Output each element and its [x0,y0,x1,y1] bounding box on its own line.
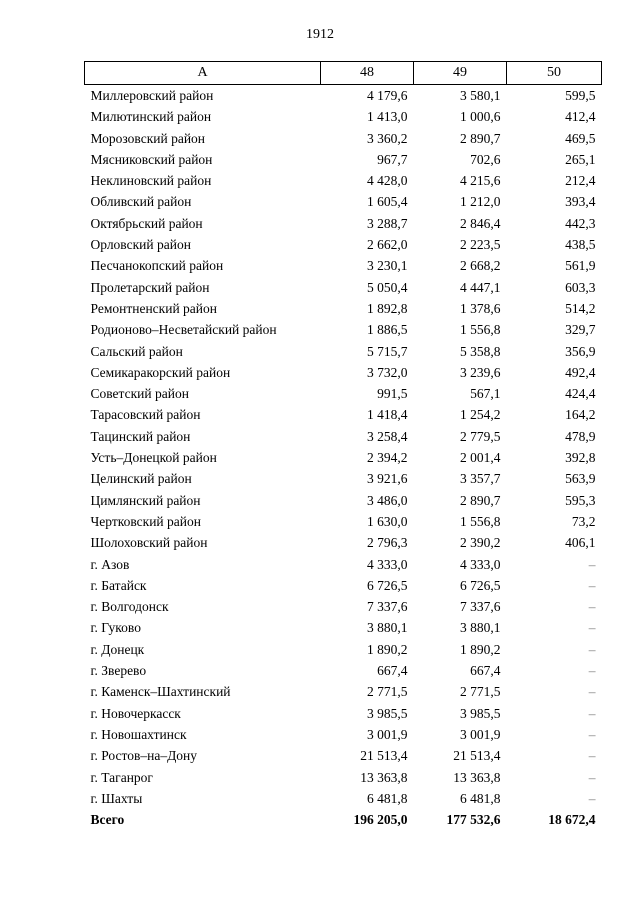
value-49-cell: 1 254,2 [460,407,501,423]
value-49-cell: 3 357,7 [460,471,501,487]
value-48-cell: 3 486,0 [367,492,408,508]
value-48-cell: 667,4 [377,663,408,679]
row-name-cell: Тарасовский район [90,407,201,423]
row-name-cell: г. Новочеркасск [90,705,181,721]
table-row [85,703,602,724]
value-49-cell: 1 000,6 [460,109,501,125]
value-49-cell: 3 880,1 [460,620,501,636]
table-row [85,362,602,383]
row-name-cell: Ремонтненский район [90,300,217,316]
value-50-cell: 595,3 [565,492,596,508]
value-48-cell: 6 481,8 [367,790,408,806]
row-name-cell: Усть–Донецкой район [90,450,217,466]
value-48-cell: 5 715,7 [367,343,408,359]
total-row [85,809,602,830]
row-name-cell: г. Зверево [90,663,147,679]
value-50-cell: 563,9 [565,471,596,487]
value-49-cell: 2 771,5 [460,684,501,700]
value-48-cell: 1 890,2 [367,641,408,657]
table-row [85,554,602,575]
value-49-cell: 3 580,1 [460,88,501,103]
value-48-cell: 196 205,0 [353,812,408,828]
value-48-cell: 4 333,0 [367,556,408,572]
row-name-cell: Мясниковский район [90,151,213,167]
table-row [85,660,602,681]
table-row [85,255,602,276]
value-50-cell: 442,3 [565,215,596,231]
table-row [85,447,602,468]
row-name-cell: г. Каменск–Шахтинский [90,684,231,700]
value-49-cell: 3 239,6 [460,364,501,380]
row-name-cell: Морозовский район [90,130,206,146]
table-row [85,234,602,255]
value-48-cell: 7 337,6 [367,599,408,615]
value-48-cell: 3 732,0 [367,364,408,380]
value-48-cell: 1 413,0 [367,109,408,125]
value-48-cell: 4 179,6 [367,88,408,103]
value-49-cell: 2 390,2 [460,535,501,551]
value-50-cell: 393,4 [565,194,596,210]
table-row [85,681,602,702]
table-row [85,170,602,191]
data-table [84,61,602,830]
value-48-cell: 3 258,4 [367,428,408,444]
value-48-cell: 1 605,4 [367,194,408,210]
table-row [85,191,602,212]
value-50-cell: – [588,663,596,679]
value-49-cell: 2 846,4 [460,215,501,231]
value-49-cell: 2 001,4 [460,450,501,466]
value-49-cell: 667,4 [470,663,501,679]
value-48-cell: 2 771,5 [367,684,408,700]
value-49-cell: 6 481,8 [460,790,501,806]
value-50-cell: – [588,577,596,593]
value-49-cell: 6 726,5 [460,577,501,593]
row-name-cell: г. Ростов–на–Дону [90,748,198,764]
value-50-cell: – [588,769,596,785]
value-48-cell: 1 886,5 [367,322,408,338]
table-row [85,383,602,404]
row-name-cell: Пролетарский район [90,279,210,295]
row-name-cell: Обливский район [90,194,192,210]
value-50-cell: 406,1 [565,535,596,551]
table-row [85,426,602,447]
value-48-cell: 3 921,6 [367,471,408,487]
value-49-cell: 2 890,7 [460,492,501,508]
column-header-a: А [85,62,321,85]
table-row [85,639,602,660]
column-header-49: 49 [414,62,507,85]
value-49-cell: 567,1 [470,386,501,402]
value-48-cell: 2 796,3 [367,535,408,551]
value-49-cell: 4 447,1 [460,279,501,295]
value-50-cell: 438,5 [565,237,596,253]
value-49-cell: 3 985,5 [460,705,501,721]
value-49-cell: 13 363,8 [453,769,501,785]
value-50-cell: 469,5 [565,130,596,146]
value-50-cell: 424,4 [565,386,596,402]
value-50-cell: 599,5 [565,88,596,103]
table-row [85,341,602,362]
value-50-cell: 392,8 [565,450,596,466]
table-row [85,319,602,340]
column-header-50: 50 [507,62,602,85]
value-49-cell: 7 337,6 [460,599,501,615]
value-48-cell: 3 360,2 [367,130,408,146]
table-row [85,490,602,511]
value-49-cell: 5 358,8 [460,343,501,359]
value-50-cell: – [588,748,596,764]
value-50-cell: 18 672,4 [548,812,596,828]
row-name-cell: г. Батайск [90,577,147,593]
row-name-cell: г. Волгодонск [90,599,169,615]
value-48-cell: 3 985,5 [367,705,408,721]
value-50-cell: – [588,684,596,700]
value-48-cell: 21 513,4 [360,748,408,764]
value-48-cell: 4 428,0 [367,173,408,189]
value-50-cell: 164,2 [565,407,596,423]
table-row [85,724,602,745]
value-50-cell: 73,2 [571,513,596,529]
row-name-cell: г. Таганрог [90,769,153,785]
value-49-cell: 2 223,5 [460,237,501,253]
table-header-row [85,62,602,85]
row-name-cell: г. Донецк [90,641,145,657]
value-48-cell: 3 288,7 [367,215,408,231]
value-48-cell: 1 630,0 [367,513,408,529]
value-50-cell: 603,3 [565,279,596,295]
table-row [85,767,602,788]
table-body [85,85,602,831]
value-49-cell: 4 215,6 [460,173,501,189]
value-48-cell: 5 050,4 [367,279,408,295]
row-name-cell: г. Шахты [90,790,143,806]
value-49-cell: 3 001,9 [460,726,501,742]
table-row [85,596,602,617]
table-row [85,128,602,149]
value-50-cell: 561,9 [565,258,596,274]
value-50-cell: – [588,790,596,806]
value-48-cell: 13 363,8 [360,769,408,785]
value-49-cell: 177 532,6 [446,812,501,828]
value-50-cell: 265,1 [565,151,596,167]
row-name-cell: Тацинский район [90,428,191,444]
row-name-cell: Целинский район [90,471,192,487]
value-48-cell: 2 394,2 [367,450,408,466]
value-48-cell: 3 230,1 [367,258,408,274]
row-name-cell: Орловский район [90,237,191,253]
value-49-cell: 2 890,7 [460,130,501,146]
value-49-cell: 702,6 [470,151,501,167]
table-row [85,277,602,298]
value-50-cell: 514,2 [565,300,596,316]
row-name-cell: Всего [90,812,125,828]
value-50-cell: 212,4 [565,173,596,189]
row-name-cell: Семикаракорский район [90,364,231,380]
value-50-cell: – [588,620,596,636]
row-name-cell: г. Гуково [90,620,141,636]
value-49-cell: 1 378,6 [460,300,501,316]
value-48-cell: 3 880,1 [367,620,408,636]
row-name-cell: Шолоховский район [90,535,208,551]
value-49-cell: 1 556,8 [460,322,501,338]
row-name-cell: Советский район [90,386,189,402]
table-row [85,788,602,809]
value-48-cell: 991,5 [377,386,408,402]
value-50-cell: 492,4 [565,364,596,380]
table-row [85,149,602,170]
value-50-cell: – [588,556,596,572]
table-row [85,617,602,638]
table-row [85,745,602,766]
value-48-cell: 6 726,5 [367,577,408,593]
value-50-cell: 356,9 [565,343,596,359]
value-49-cell: 4 333,0 [460,556,501,572]
column-header-48: 48 [321,62,414,85]
value-48-cell: 1 418,4 [367,407,408,423]
value-50-cell: – [588,641,596,657]
table-row [85,575,602,596]
row-name-cell: Сальский район [90,343,183,359]
row-name-cell: г. Новошахтинск [90,726,187,742]
value-48-cell: 967,7 [377,151,408,167]
table-row [85,511,602,532]
row-name-cell: Неклиновский район [90,173,212,189]
table-row [85,298,602,319]
row-name-cell: Октябрьский район [90,215,203,231]
value-49-cell: 21 513,4 [453,748,501,764]
value-49-cell: 1 556,8 [460,513,501,529]
row-name-cell: Милютинский район [90,109,212,125]
value-48-cell: 3 001,9 [367,726,408,742]
row-name-cell: г. Азов [90,556,130,572]
value-49-cell: 2 668,2 [460,258,501,274]
row-name-cell: Песчанокопский район [90,258,224,274]
value-50-cell: – [588,599,596,615]
row-name-cell: Родионово–Несветайский район [90,322,277,338]
value-49-cell: 2 779,5 [460,428,501,444]
value-50-cell: 329,7 [565,322,596,338]
row-name-cell: Миллеровский район [90,88,214,103]
value-50-cell: – [588,726,596,742]
page-number: 1912 [306,27,334,42]
row-name-cell: Чертковский район [90,513,201,529]
value-49-cell: 1 890,2 [460,641,501,657]
table-row [85,468,602,489]
value-50-cell: 478,9 [565,428,596,444]
table-row [85,213,602,234]
table-row [85,106,602,127]
value-50-cell: – [588,705,596,721]
value-49-cell: 1 212,0 [460,194,501,210]
value-50-cell: 412,4 [565,109,596,125]
table-row [85,404,602,425]
row-name-cell: Цимлянский район [90,492,201,508]
value-48-cell: 1 892,8 [367,300,408,316]
table-row [85,85,602,107]
table-row [85,532,602,553]
value-48-cell: 2 662,0 [367,237,408,253]
